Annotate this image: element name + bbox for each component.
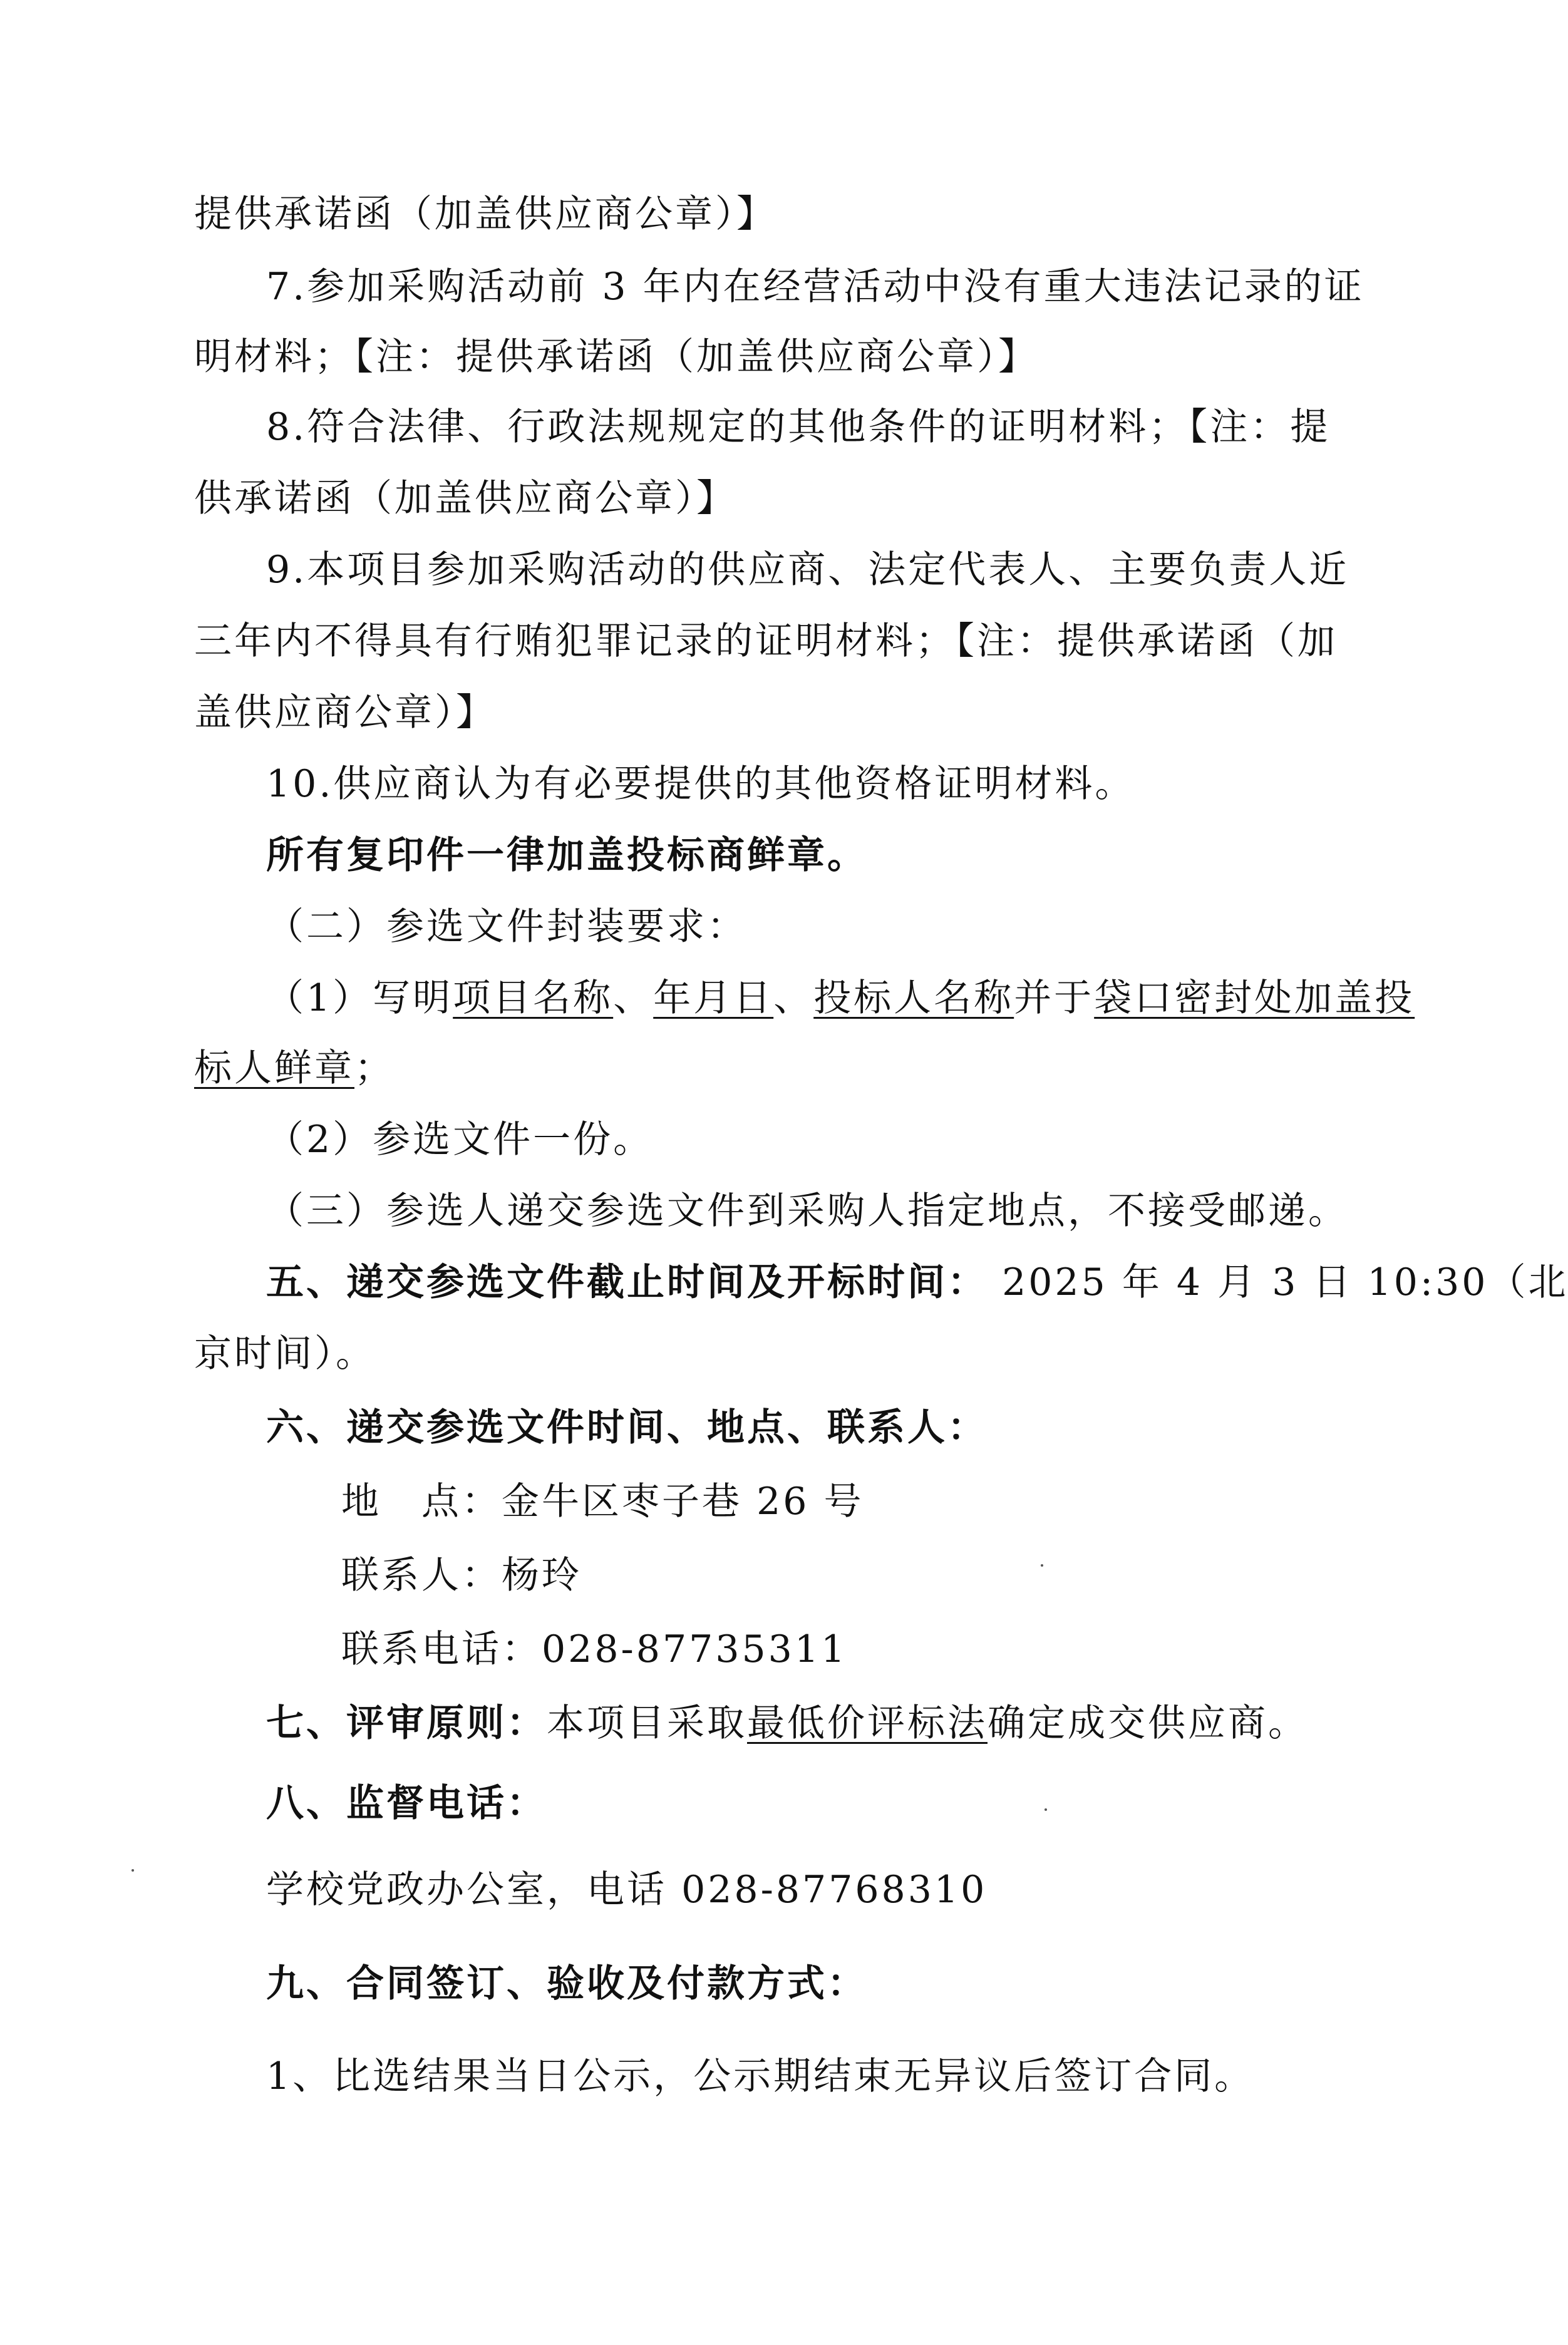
text-span: 确定成交供应商。: [988, 1701, 1308, 1745]
underlined-text: 标人鲜章: [194, 1046, 354, 1090]
requirement-item-10: 10.供应商认为有必要提供的其他资格证明材料。: [266, 762, 1135, 806]
text-line: [194, 1043, 395, 1093]
contact-person-line: 联系人：杨玲: [341, 1554, 582, 1597]
scan-speck: [1041, 1564, 1043, 1567]
supervision-phone-line: 学校党政办公室，电话 028-87768310: [266, 1868, 988, 1912]
text-span: 、: [613, 976, 654, 1020]
underlined-text: 投标人名称: [813, 976, 1014, 1020]
section-heading-2: （二）参选文件封装要求：: [266, 905, 747, 949]
text-line: 三年内不得具有行贿犯罪记录的证明材料；【注：提供承诺函（加: [194, 619, 1338, 663]
underlined-text: 年月日: [653, 976, 774, 1020]
underlined-text: 最低价评标法: [747, 1701, 988, 1745]
requirement-item-9: 9.本项目参加采购活动的供应商、法定代表人、主要负责人近: [266, 548, 1349, 592]
text-line: 盖供应商公章）】: [194, 691, 496, 734]
text-line: 提供承诺函（加盖供应商公章）】: [194, 192, 776, 236]
packaging-requirement-2: （2）参选文件一份。: [266, 1118, 654, 1162]
requirement-item-7: 7.参加采购活动前 3 年内在经营活动中没有重大违法记录的证: [266, 265, 1364, 309]
underlined-text: 项目名称: [453, 976, 614, 1020]
address-line: 地 点：金牛区枣子巷 26 号: [341, 1480, 864, 1523]
scan-speck: [132, 1869, 134, 1872]
deadline-value: 2025 年 4 月 3 日 10:30（北: [988, 1260, 1568, 1304]
section-heading-6: 六、递交参选文件时间、地点、联系人：: [266, 1406, 988, 1450]
section-heading-8: 八、监督电话：: [266, 1781, 547, 1825]
section-title: 五、递交参选文件截止时间及开标时间：: [266, 1260, 988, 1304]
contact-phone-line: 联系电话：028-87735311: [341, 1627, 848, 1671]
text-span: 并于: [1014, 976, 1095, 1020]
section-heading-3: （三）参选人递交参选文件到采购人指定地点，不接受邮递。: [266, 1189, 1348, 1233]
section-heading-7: [266, 1698, 1308, 1748]
scan-speck: [1044, 1808, 1047, 1811]
deadline-heading: [266, 1257, 1568, 1307]
contract-item-1: 1、比选结果当日公示，公示期结束无异议后签订合同。: [266, 2054, 1255, 2098]
text-span: 本项目采取: [547, 1701, 747, 1745]
packaging-requirement-1: [266, 973, 1415, 1023]
section-heading-9: 九、合同签订、验收及付款方式：: [266, 1962, 867, 2006]
stamp-note: 所有复印件一律加盖投标商鲜章。: [266, 833, 867, 877]
text-span: ；: [354, 1046, 395, 1090]
requirement-item-8: 8.符合法律、行政法规规定的其他条件的证明材料；【注：提: [266, 405, 1331, 449]
text-span: 、: [773, 976, 814, 1020]
text-span: （1）写明: [266, 976, 453, 1020]
section-title: 七、评审原则：: [266, 1701, 547, 1745]
text-line: 京时间）。: [194, 1332, 376, 1376]
text-line: 供承诺函（加盖供应商公章）】: [194, 477, 736, 520]
text-line: 明材料；【注：提供承诺函（加盖供应商公章）】: [194, 335, 1038, 379]
underlined-text: 袋口密封处加盖投: [1094, 976, 1415, 1020]
